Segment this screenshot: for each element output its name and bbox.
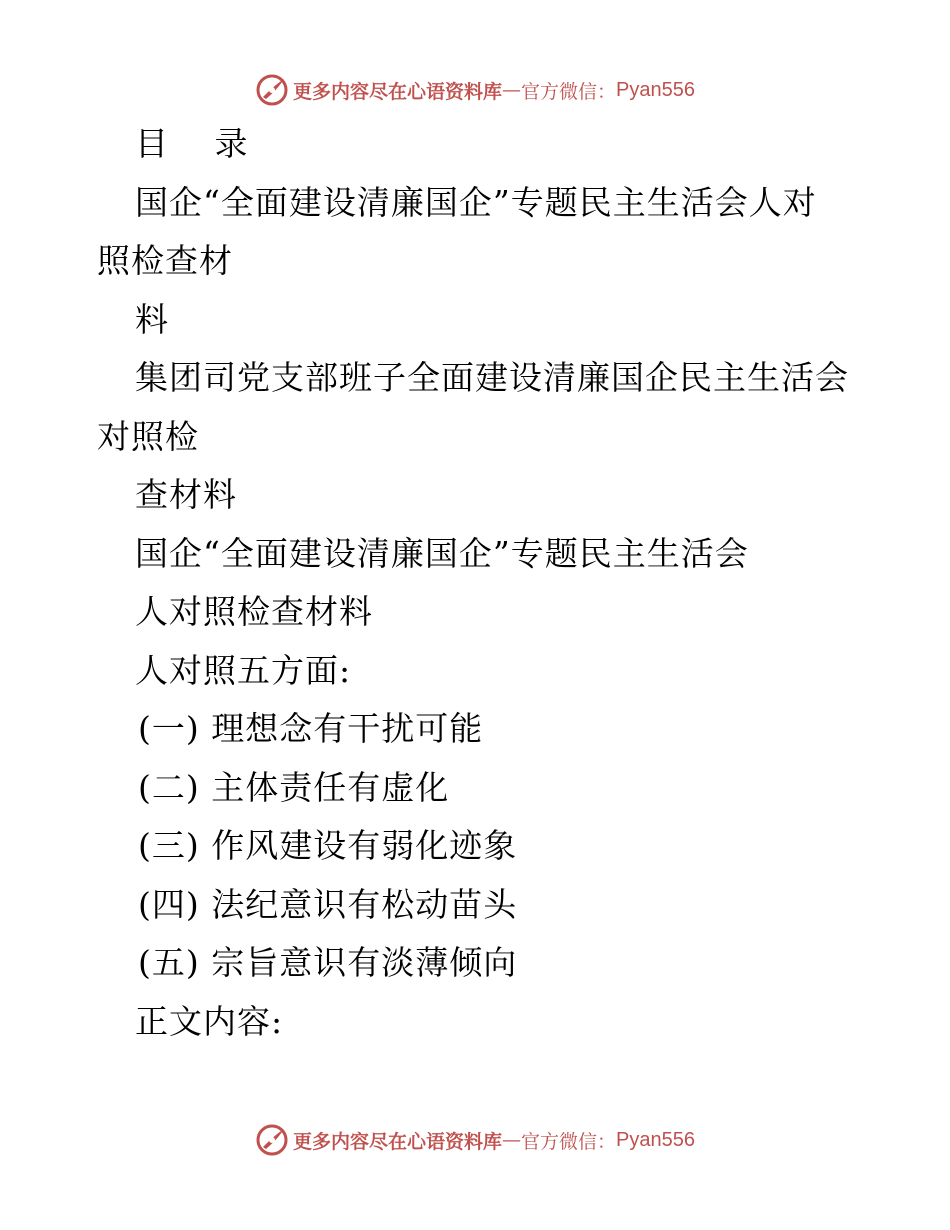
- watermark-account: Pyan556: [616, 1128, 695, 1151]
- doc-line-5: 对照检: [97, 416, 199, 456]
- doc-line-9: 人对照五方面:: [135, 650, 352, 690]
- document-body: [97, 115, 857, 1051]
- aspect-item-1: (一) 理想念有干扰可能: [138, 709, 484, 748]
- doc-line-2: 照检查材: [97, 241, 233, 280]
- watermark-sub-text: 官方微信：: [521, 1130, 617, 1153]
- aspect-item-4: (四) 法纪意识有松动苗头: [138, 884, 518, 924]
- watermark-main-text: 更多内容尽在心语资料库: [293, 80, 503, 103]
- doc-line-3: 料: [135, 299, 169, 339]
- toc-title: 目 录: [135, 124, 266, 163]
- quill-seal-icon: [255, 73, 289, 107]
- doc-line-4: 集团司党支部班子全面建设清廉国企民主生活会: [135, 358, 849, 397]
- aspect-item-2: (二) 主体责任有虚化: [138, 767, 450, 807]
- footer-watermark: [0, 1118, 950, 1162]
- body-label: 正文内容:: [135, 1001, 284, 1041]
- watermark-account: Pyan556: [616, 78, 695, 101]
- doc-line-1: 国企“全面建设清廉国企”专题民主生活会人对: [135, 182, 817, 222]
- doc-line-8: 人对照检查材料: [135, 592, 373, 631]
- watermark-dash: —: [502, 1129, 522, 1151]
- aspect-item-5: (五) 宗旨意识有淡薄倾向: [138, 943, 518, 982]
- quill-seal-icon: [255, 1123, 289, 1157]
- watermark-dash: —: [502, 79, 522, 101]
- doc-line-6: 查材料: [135, 475, 237, 514]
- watermark-sub-text: 官方微信：: [521, 80, 617, 103]
- aspect-item-3: (三) 作风建设有弱化迹象: [138, 826, 518, 865]
- header-watermark: [0, 68, 950, 112]
- watermark-main-text: 更多内容尽在心语资料库: [293, 1130, 503, 1153]
- doc-line-7: 国企“全面建设清廉国企”专题民主生活会: [135, 533, 749, 573]
